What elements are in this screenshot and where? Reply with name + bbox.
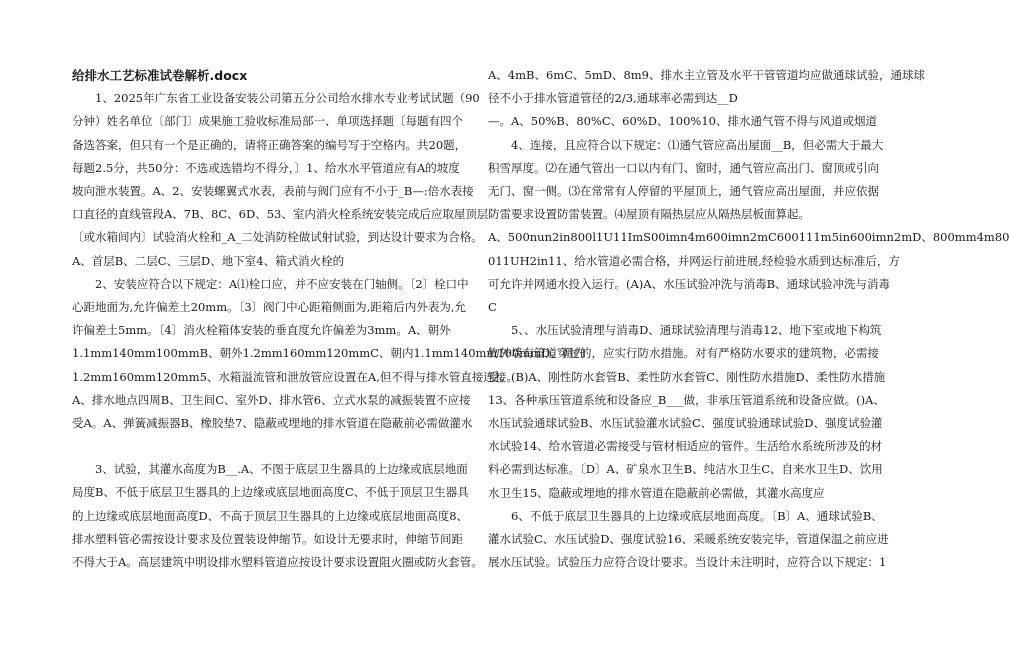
text-line: 不得大于A。高层建筑中明设排水塑料管道应按设计要求设置阻火圈或防火套管。 bbox=[72, 555, 483, 570]
text-line: 5、、水压试验清理与消毒D、通球试验清理与消毒12、地下室或地下构筑 bbox=[511, 323, 882, 338]
right-column-text bbox=[488, 64, 1009, 574]
text-line: 〔或水箱间内〕试验消火栓和_A_二处消防栓做试射试验，到达设计要求为合格。 bbox=[72, 230, 483, 245]
text-line: 水试验14、给水管道必需接受与管材相适应的管件。生活给水系统所涉及的材 bbox=[488, 439, 883, 454]
text-line: A、排水地点四周B、卫生间C、室外D、排水管6、立式水泵的减振装置不应接 bbox=[72, 392, 471, 407]
text-line: 1、2025年广东省工业设备安装公司第五分公司给水排水专业考试试题（90 bbox=[95, 91, 480, 106]
text-line: A、首层B、二层C、三层D、地下室4、箱式消火栓的 bbox=[72, 253, 345, 268]
text-line: 防雷要求设置防雷装置。⑷屋顶有隔热层应从隔热层板面算起。 bbox=[488, 207, 810, 222]
text-line bbox=[72, 435, 464, 458]
text-line: 2、安装应符合以下规定：A⑴栓口应，并不应安装在门轴侧。〔2〕栓口中 bbox=[95, 276, 469, 291]
text-line: 局度B、不低于底层卫生器具的上边缘或底层地面高度C、不低于顶层卫生器具 bbox=[72, 485, 469, 500]
text-line: 水卫生15、隐蔽或埋地的排水管道在隐蔽前必需做，其灌水高度应 bbox=[488, 485, 825, 500]
text-line: 口直径的直线管段A、7B、8C、6D、53、室内消火栓系统安装完成后应取屋顶层 bbox=[72, 207, 489, 222]
document-title: 给排水工艺标准试卷解析.docx bbox=[72, 68, 248, 83]
right-column bbox=[488, 64, 1009, 574]
text-line: 13、各种承压管道系统和设备应_B___做，非承压管道系统和设备应做。()A、 bbox=[488, 392, 885, 407]
text-line: 受A。A、弹簧减振器B、橡胶垫7、隐蔽或埋地的排水管道在隐蔽前必需做灌水 bbox=[72, 416, 473, 431]
left-column-text bbox=[72, 87, 585, 574]
text-line: 6、不低于底层卫生器具的上边缘或底层地面高度。〔B〕A、通球试验B、 bbox=[511, 508, 883, 523]
text-line: C bbox=[488, 300, 497, 315]
text-line: 径不小于排水管道管径的2/3,通球率必需到达__D bbox=[488, 91, 738, 106]
left-column bbox=[72, 64, 585, 574]
text-line: 1.1mm140mm100mmB、朝外1.2mm160mm120mmC、朝内1.1mm140mm100mmD、朝内 bbox=[72, 346, 585, 361]
text-line: 料必需到达标准。〔D〕A、矿泉水卫生B、纯洁水卫生C、自来水卫生D、饮用 bbox=[488, 462, 883, 477]
text-line: 水压试验通球试验B、水压试验灌水试验C、强度试验通球试验D、强度试验灌 bbox=[488, 416, 883, 431]
text-line: 心距地面为,允许偏差土20mm。〔3〕阀门中心距箱侧面为,距箱后内外表为,允 bbox=[72, 300, 466, 315]
text-line: 无门、窗一侧。⑶在常常有人停留的平屋顶上，通气管应高出屋面，并应依据 bbox=[488, 184, 879, 199]
text-line: A、4mB、6mC、5mD、8m9、排水主立管及水平干管管道均应做通球试验，通球球 bbox=[488, 68, 925, 82]
text-line: 灌水试验C、水压试验D、强度试验16、采暖系统安装完毕，管道保温之前应进 bbox=[488, 532, 889, 547]
text-line: —。A、50%B、80%C、60%D、100%10、排水通气管不得与风道或烟道 bbox=[488, 114, 877, 129]
text-line: 4、连接，且应符合以下规定：⑴通气管应高出屋面__B，但必需大于最大 bbox=[511, 137, 884, 152]
text-line: 3、试验，其灌水高度为B__.A、不图于底层卫生器具的上边缘或底层地面 bbox=[95, 462, 468, 477]
text-line: 分钟）姓名单位〔部门〕成果施工验收标准局部一、单项选择题〔每题有四个 bbox=[72, 114, 463, 129]
text-line: 受。(B)A、刚性防水套管B、柔性防水套管C、刚性防水措施D、柔性防水措施 bbox=[488, 369, 886, 384]
text-line: 物外墙有管道穿过的，应实行防水措施。对有严格防水要求的建筑物，必需接 bbox=[488, 346, 879, 361]
text-line: 1.2mm160mm120mm5、水箱溢流管和泄放管应设置在A,但不得与排水管直接连接。 bbox=[72, 369, 518, 384]
text-line: 积雪厚度。⑵在通气管出一口以内有门、窗时，通气管应高出门、窗顶或引向 bbox=[488, 160, 879, 175]
text-line: 备选答案，但只有一个是正确的，请将正确答案的编号写于空格内。共20题， bbox=[72, 137, 467, 152]
text-line: 许偏差土5mm。〔4〕消火栓箱体安装的垂直度允许偏差为3mm。A、朝外 bbox=[72, 323, 451, 338]
text-line: 展水压试验。试验压力应符合设计要求。当设计未注明时，应符合以下规定：1 bbox=[488, 555, 887, 570]
text-line: 排水塑料管必需按设计要求及位置装设伸缩节。如设计无要求时，伸缩节间距 bbox=[72, 531, 463, 546]
text-line: 可允许并网通水投入运行。(A)A、水压试验冲洗与消毒B、通球试验冲洗与消毒 bbox=[488, 276, 891, 291]
text-line: 011UH2in11、给水管道必需合格，并网运行前进展,经检验水质到达标准后，方 bbox=[488, 253, 900, 268]
text-line: 每题2.5分，共50分：不选或选错均不得分，〕1、给水水平管道应有A的坡度 bbox=[72, 160, 460, 175]
text-line: 的上边缘或底层地面高度D、不高于顶层卫生器具的上边缘或底层地面高度8、 bbox=[72, 508, 469, 523]
text-line: A、500nun2in800l1U11ImS00imn4m600imn2mC600111m5in600imn2mD、800mm4m80 bbox=[488, 230, 1009, 245]
text-line: 坡向泄水装置。A、2、安装螺翼式水表，表前与阀门应有不小于_B—:倍水表接 bbox=[72, 184, 474, 199]
